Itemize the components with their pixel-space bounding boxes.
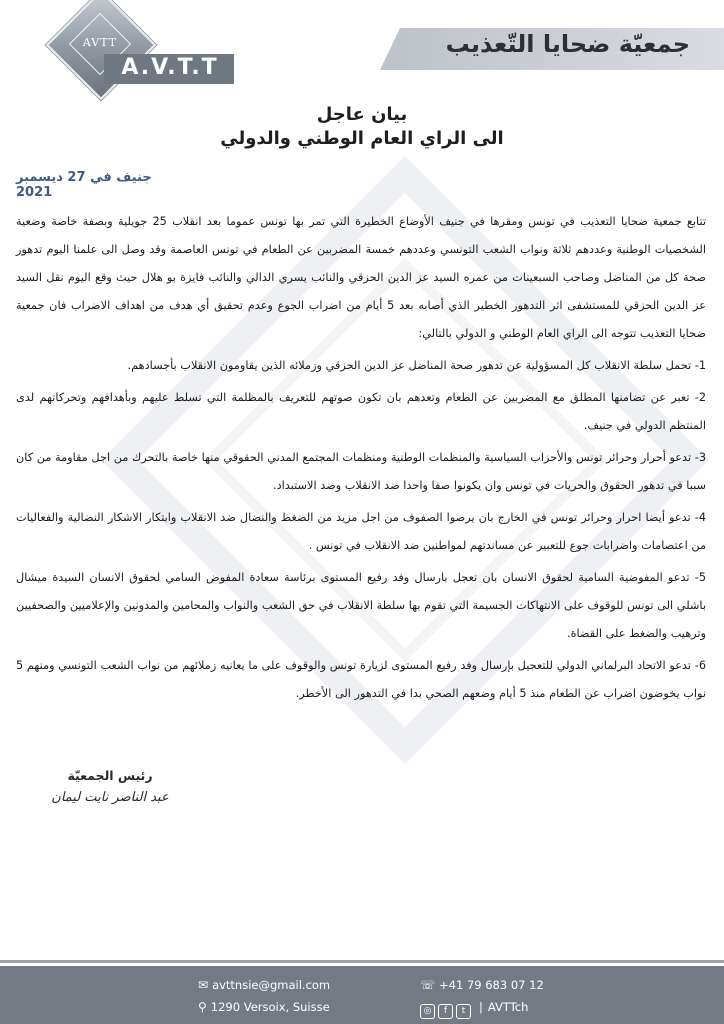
footer-address-text: 1290 Versoix, Suisse	[210, 1000, 330, 1014]
footer-social-handle: AVTTch	[487, 1000, 529, 1014]
facebook-icon[interactable]: f	[438, 1004, 453, 1019]
body-paragraph-2: 2- تعبر عن تضامنها المطلق مع المضربين عن الطعام وتعدهم بان تكون صوتهم للتعريف بالمظلمة التي تسلط عليهم وبأهدافهم وتحركاتهم لدى المنتظم الدولي في جنيف.	[16, 391, 706, 432]
statement-body	[16, 208, 706, 712]
organization-title: جمعيّة ضحايا التّعذيب	[445, 30, 690, 58]
twitter-icon[interactable]: t	[456, 1004, 471, 1019]
footer-address	[198, 1000, 358, 1014]
signature-name: عبد الناصر نايت ليمان	[51, 790, 169, 805]
brand-name: A.V.T.T	[121, 55, 219, 80]
footer-phone[interactable]	[420, 978, 580, 992]
footer-phone-text: +41 79 683 07 12	[439, 978, 544, 992]
footer-email-text: avttnsie@gmail.com	[212, 978, 331, 992]
footer-separator: |	[479, 1000, 483, 1014]
phone-icon: ☏	[420, 978, 436, 992]
body-paragraph-5: 5- تدعو المفوضية السامية لحقوق الانسان بان تعجل بارسال وفد رفيع المستوى برئاسة سعادة المفوض السامي لحقوق الانسان السيدة ميشال باشلي الى تونس للوقوف على الانتهاكات الجسيمة التي تقوم بها سلطة الانقلاب في حق الشعب والنواب والمحامين والمدونين والإعلاميين والصحفيين وترهيب والضغط على القضاة.	[16, 571, 706, 640]
body-paragraph-3: 3- تدعو أحرار وحرائر تونس والأحزاب السياسية والمنظمات الوطنية ومنظمات المجتمع المدني الحقوقي منها خاصة بالتحرك من اجل مقاومة من كان سببا في تدهور الحقوق والحريات في تونس وان يكونوا صفا واحدا ضد الانقلاب وضد الاستبداد.	[16, 451, 706, 492]
body-paragraph-intro: تتابع جمعية ضحايا التعذيب في تونس ومقرها في جنيف الأوضاع الخطيرة التي تمر بها تونس عموما بعد انقلاب 25 جويلية وبصفة خاصة وضعية الشخصيات الوطنية وعددهم ثلاثة ونواب الشعب التونسي وعددهم خمسة المضربين عن الطعام في تونس العاصمة وقد وصل الى علمنا اليوم تدهور صحة كل من المناضل وصاحب السبعينات من عمره السيد عز الدين الحزقي والنائب يسري الدالي والنائب فايزة بو هلال حيث وقع اليوم نقل السيد عز الدين الحزقي للمستشفى اثر التدهور الخطير الذي أصابه بعد 5 أيام من اضراب الجوع وعدم تحقيق أي هدف من اهداف الاضراب فان جمعية ضحايا التعذيب تتوجه الى الراي العام الوطني و الدولي بالتالي:	[16, 215, 706, 340]
statement-date: جنيف في 27 ديسمبر 2021	[16, 170, 152, 200]
title-bar-tip	[380, 28, 400, 70]
instagram-icon[interactable]: ◎	[420, 1004, 435, 1019]
footer-social[interactable]	[420, 1000, 620, 1019]
footer-stripe	[0, 960, 724, 963]
body-paragraph-6: 6- تدعو الاتحاد البرلماني الدولي للتعجيل بإرسال وفد رفيع المستوى لزيارة تونس والوقوف على ما يعانيه زملائهم من نواب الشعب التونسي ومنهم 5 نواب يخوضون اضراب عن الطعام منذ 5 أيام وضعهم الصحي بدا في التدهور الى الأخطر.	[16, 659, 706, 700]
signature-title: رئيس الجمعيّة	[67, 768, 153, 783]
logo-text: AVTT	[82, 36, 118, 49]
statement-title: بيان عاجل	[316, 104, 408, 125]
body-paragraph-1: 1- تحمل سلطة الانقلاب كل المسؤولية عن تدهور صحة المناضل عز الدين الحزقي وزملائه الذين يقاومون الانقلاب بأجسادهم.	[127, 359, 706, 372]
statement-subtitle: الى الراي العام الوطني والدولي	[220, 128, 504, 149]
location-pin-icon: ⚲	[198, 1000, 207, 1014]
mail-icon: ✉	[198, 978, 209, 992]
footer-email[interactable]	[198, 978, 358, 992]
body-paragraph-4: 4- تدعو أيضا احرار وحرائر تونس في الخارج بان يرصوا الصفوف من اجل مزيد من الضغط والنضال ضد الانقلاب وابتكار الاشكار النضالية والفعاليات من اعتصامات واضرابات جوع للتعبير عن مساندتهم لمواطنين ضد الانقلاب في تونس .	[16, 511, 706, 552]
